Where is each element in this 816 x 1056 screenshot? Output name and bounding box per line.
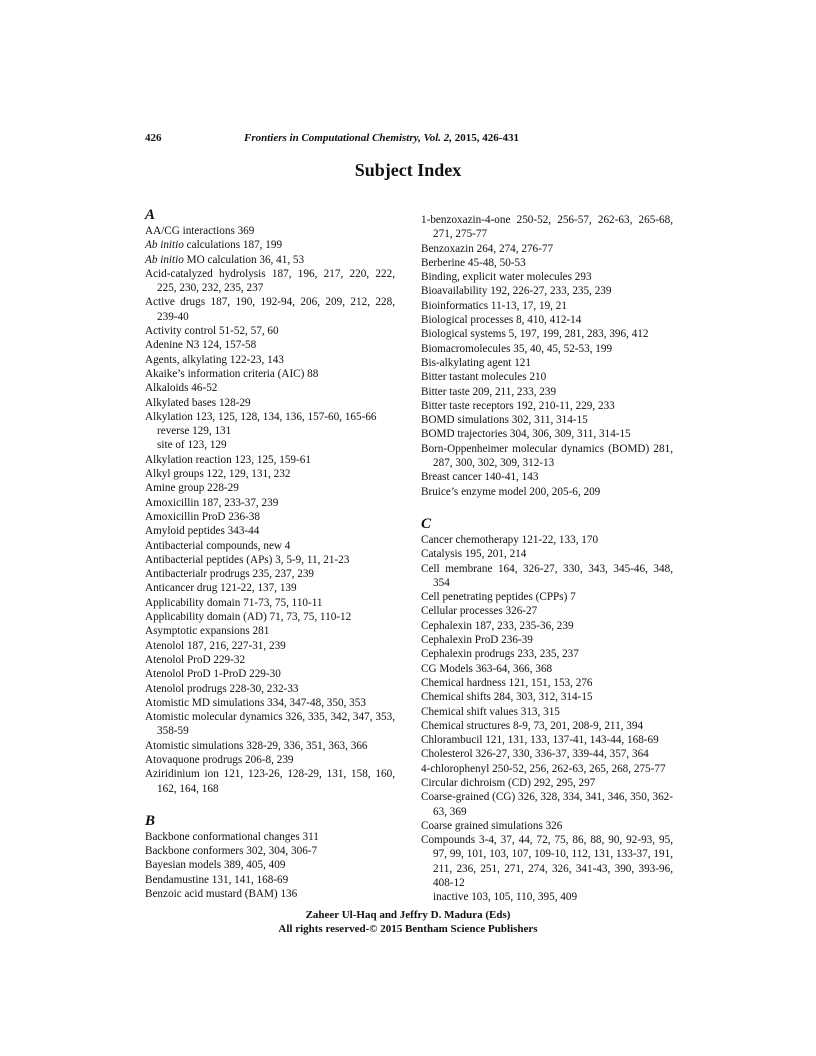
- entry-text: Born-Oppenheimer molecular dynamics (BOMD) 281, 287, 300, 302, 309, 312-13: [421, 442, 673, 470]
- index-column-right: [421, 213, 673, 905]
- entry-text: Catalysis 195, 201, 214: [421, 548, 527, 561]
- entry-text: Amyloid peptides 343-44: [145, 525, 260, 538]
- entry-text: Bioavailability 192, 226-27, 233, 235, 239: [421, 285, 612, 298]
- entry-text: Atenolol ProD 1-ProD 229-30: [145, 668, 281, 681]
- entry-text: Alkylation 123, 125, 128, 134, 136, 157-60, 165-66: [145, 410, 377, 423]
- entry-text: Atovaquone prodrugs 206-8, 239: [145, 753, 294, 766]
- index-entry: [421, 485, 673, 499]
- entry-text: Benzoic acid mustard (BAM) 136: [145, 888, 298, 901]
- index-entry: [145, 539, 395, 553]
- entry-text: Compounds 3-4, 37, 44, 72, 75, 86, 88, 90, 92-93, 95, 97, 99, 101, 103, 107, 109-10, 112, 131, 133-37, 191, 211, 236, 251, 271, 274, 326, 341-43, 390, 393-96, 408-12: [421, 834, 673, 890]
- index-entry: [421, 819, 673, 833]
- entry-italic-term: Ab initio: [145, 239, 184, 252]
- index-entry: [145, 381, 395, 395]
- entry-text: BOMD trajectories 304, 306, 309, 311, 314-15: [421, 428, 631, 441]
- index-entry: [421, 604, 673, 618]
- entry-text: Chemical structures 8-9, 73, 201, 208-9, 211, 394: [421, 719, 644, 732]
- index-entry: [421, 705, 673, 719]
- entry-text: Biological systems 5, 197, 199, 281, 283, 396, 412: [421, 328, 649, 341]
- index-entry: [421, 413, 673, 427]
- entry-text: Bendamustine 131, 141, 168-69: [145, 873, 289, 886]
- entry-text: calculations 187, 199: [183, 239, 283, 252]
- index-entry: [421, 662, 673, 676]
- entry-text: Atenolol prodrugs 228-30, 232-33: [145, 682, 299, 695]
- index-entry: [145, 253, 395, 267]
- index-entry: [421, 776, 673, 790]
- index-entry: [145, 353, 395, 367]
- index-entry: [421, 213, 673, 242]
- entry-text: Coarse-grained (CG) 326, 328, 334, 341, 346, 350, 362-63, 369: [421, 791, 673, 818]
- index-entry: [421, 399, 673, 413]
- index-subentry: [145, 424, 395, 438]
- entry-text: Backbone conformational changes 311: [145, 830, 319, 843]
- entry-text: Bruice’s enzyme model 200, 205-6, 209: [421, 485, 601, 498]
- index-entry: [421, 719, 673, 733]
- index-entry: [145, 596, 395, 610]
- entry-text: inactive 103, 105, 110, 395, 409: [433, 891, 578, 904]
- journal-title: Frontiers in Computational Chemistry, Vol. 2,: [244, 132, 453, 144]
- footer-copyright: All rights reserved-© 2015 Bentham Science Publishers: [278, 923, 538, 935]
- entry-text: Cephalexin ProD 236-39: [421, 634, 533, 647]
- entry-text: Biomacromolecules 35, 40, 45, 52-53, 199: [421, 342, 613, 355]
- entry-text: Applicability domain 71-73, 75, 110-11: [145, 596, 323, 609]
- index-entry: [145, 710, 395, 739]
- index-entry: [421, 619, 673, 633]
- entry-text: Asymptotic expansions 281: [145, 625, 270, 638]
- index-entry: [145, 753, 395, 767]
- index-entry: [145, 610, 395, 624]
- entry-text: Antibacterial compounds, new 4: [145, 539, 291, 552]
- index-entry: [145, 887, 395, 901]
- index-entry: [145, 481, 395, 495]
- entry-text: Alkylation reaction 123, 125, 159-61: [145, 453, 311, 466]
- index-entry: [145, 844, 395, 858]
- entry-text: Bitter tastant molecules 210: [421, 371, 547, 384]
- index-subentry: [421, 890, 673, 904]
- index-entry: [145, 396, 395, 410]
- entry-text: Amoxicillin 187, 233-37, 239: [145, 496, 279, 509]
- entry-italic-term: Ab initio: [145, 253, 184, 266]
- index-entry: [421, 442, 673, 471]
- entry-text: Cell penetrating peptides (CPPs) 7: [421, 591, 576, 604]
- entry-text: Binding, explicit water molecules 293: [421, 271, 592, 284]
- index-entry: [421, 356, 673, 370]
- entry-text: Cholesterol 326-27, 330, 336-37, 339-44, 357, 364: [421, 748, 649, 761]
- index-entry: [421, 676, 673, 690]
- footer-editors: Zaheer Ul-Haq and Jeffry D. Madura (Eds): [305, 909, 511, 921]
- entry-text: Atomistic MD simulations 334, 347-48, 350, 353: [145, 696, 366, 709]
- index-entry: [421, 370, 673, 384]
- entry-text: Atenolol 187, 216, 227-31, 239: [145, 639, 286, 652]
- page-number: 426: [145, 132, 162, 144]
- entry-text: Anticancer drug 121-22, 137, 139: [145, 582, 297, 595]
- section-letter: A: [145, 207, 156, 223]
- index-entry: [145, 524, 395, 538]
- entry-text: Biological processes 8, 410, 412-14: [421, 314, 582, 327]
- entry-text: site of 123, 129: [157, 439, 227, 452]
- index-entry: [421, 427, 673, 441]
- index-entry: [145, 653, 395, 667]
- entry-text: Aziridinium ion 121, 123-26, 128-29, 131, 158, 160, 162, 164, 168: [145, 768, 395, 795]
- index-entry: [421, 547, 673, 561]
- entry-text: Antibacterial peptides (APs) 3, 5-9, 11, 21-23: [145, 553, 350, 566]
- index-entry: [145, 696, 395, 710]
- index-entry: [145, 367, 395, 381]
- page-title: Subject Index: [354, 160, 462, 180]
- index-entry: [421, 342, 673, 356]
- index-entry: [145, 238, 395, 252]
- index-entry: [421, 647, 673, 661]
- index-entry: [145, 467, 395, 481]
- entry-text: Cephalexin prodrugs 233, 235, 237: [421, 648, 579, 661]
- index-subentry: [145, 438, 395, 452]
- index-entry: [145, 567, 395, 581]
- entry-text: Coarse grained simulations 326: [421, 819, 563, 832]
- entry-text: Alkyl groups 122, 129, 131, 232: [145, 468, 291, 481]
- entry-text: Agents, alkylating 122-23, 143: [145, 353, 284, 366]
- entry-text: Acid-catalyzed hydrolysis 187, 196, 217, 220, 222, 225, 230, 232, 235, 237: [145, 267, 395, 295]
- index-entry: [145, 682, 395, 696]
- index-entry: [145, 830, 395, 844]
- entry-text: Activity control 51-52, 57, 60: [145, 325, 279, 338]
- index-entry: [421, 313, 673, 327]
- index-entry: [145, 873, 395, 887]
- entry-text: Chlorambucil 121, 131, 133, 137-41, 143-44, 168-69: [421, 734, 659, 747]
- index-entry: [145, 581, 395, 595]
- entry-text: Akaike’s information criteria (AIC) 88: [145, 367, 319, 380]
- index-entry: [421, 327, 673, 341]
- entry-text: Cancer chemotherapy 121-22, 133, 170: [421, 533, 599, 546]
- index-entry: [421, 733, 673, 747]
- entry-text: Bitter taste 209, 211, 233, 239: [421, 385, 557, 398]
- entry-text: Amoxicillin ProD 236-38: [145, 510, 260, 523]
- journal-citation: [244, 132, 519, 144]
- index-entry: [421, 470, 673, 484]
- index-entry: [421, 790, 673, 819]
- index-entry: [145, 267, 395, 296]
- entry-text: CG Models 363-64, 366, 368: [421, 662, 553, 675]
- index-entry: [145, 639, 395, 653]
- index-entry: [421, 690, 673, 704]
- entry-text: Atomistic molecular dynamics 326, 335, 342, 347, 353, 358-59: [145, 711, 395, 738]
- index-entry: [421, 633, 673, 647]
- entry-text: Bioinformatics 11-13, 17, 19, 21: [421, 299, 567, 312]
- entry-text: Cellular processes 326-27: [421, 605, 538, 618]
- index-entry: [421, 533, 673, 547]
- entry-text: Bayesian models 389, 405, 409: [145, 859, 286, 872]
- entry-text: Atomistic simulations 328-29, 336, 351, 363, 366: [145, 739, 368, 752]
- entry-text: Bis-alkylating agent 121: [421, 356, 531, 369]
- entry-text: Applicability domain (AD) 71, 73, 75, 110-12: [145, 611, 352, 624]
- index-entry: [145, 410, 395, 424]
- index-entry: [421, 747, 673, 761]
- index-entry: [145, 767, 395, 796]
- entry-text: Chemical shift values 313, 315: [421, 705, 560, 718]
- entry-text: Active drugs 187, 190, 192-94, 206, 209, 212, 228, 239-40: [145, 296, 395, 323]
- index-entry: [145, 858, 395, 872]
- section-letter: B: [145, 812, 156, 829]
- index-entry: [421, 562, 673, 591]
- page-footer: [0, 908, 816, 936]
- entry-text: Backbone conformers 302, 304, 306-7: [145, 845, 318, 858]
- index-entry: [421, 833, 673, 890]
- index-entry: [421, 270, 673, 284]
- index-entry: [421, 299, 673, 313]
- entry-text: 4-chlorophenyl 250-52, 256, 262-63, 265, 268, 275-77: [421, 762, 666, 775]
- entry-text: Cell membrane 164, 326-27, 330, 343, 345-46, 348, 354: [421, 562, 673, 589]
- entry-text: Adenine N3 124, 157-58: [145, 339, 257, 352]
- index-entry: [145, 510, 395, 524]
- entry-text: Alkylated bases 128-29: [145, 396, 251, 409]
- index-entry: [145, 295, 395, 324]
- index-entry: [145, 739, 395, 753]
- index-entry: [145, 667, 395, 681]
- entry-text: Circular dichroism (CD) 292, 295, 297: [421, 776, 596, 789]
- section-letter: C: [421, 515, 432, 532]
- entry-text: 1-benzoxazin-4-one 250-52, 256-57, 262-63, 265-68, 271, 275-77: [421, 214, 673, 241]
- entry-text: Atenolol ProD 229-32: [145, 653, 246, 666]
- index-entry: [145, 553, 395, 567]
- index-entry: [421, 284, 673, 298]
- index-entry: [421, 590, 673, 604]
- entry-text: reverse 129, 131: [157, 425, 232, 438]
- entry-text: Cephalexin 187, 233, 235-36, 239: [421, 619, 574, 632]
- entry-text: MO calculation 36, 41, 53: [183, 253, 305, 266]
- entry-text: Antibacterialr prodrugs 235, 237, 239: [145, 568, 315, 581]
- index-entry: [421, 242, 673, 256]
- index-entry: [421, 385, 673, 399]
- entry-text: Amine group 228-29: [145, 482, 239, 495]
- entry-text: Benzoxazin 264, 274, 276-77: [421, 242, 554, 255]
- entry-text: Berberine 45-48, 50-53: [421, 256, 526, 269]
- index-entry: [145, 624, 395, 638]
- entry-text: Bitter taste receptors 192, 210-11, 229, 233: [421, 399, 615, 412]
- index-entry: [145, 324, 395, 338]
- entry-text: Chemical hardness 121, 151, 153, 276: [421, 676, 593, 689]
- entry-text: Alkaloids 46-52: [145, 382, 218, 395]
- index-entry: [145, 338, 395, 352]
- index-entry: [421, 762, 673, 776]
- entry-text: AA/CG interactions 369: [145, 225, 255, 237]
- journal-year-pages: 2015, 426-431: [452, 132, 519, 144]
- entry-text: Breast cancer 140-41, 143: [421, 471, 539, 484]
- index-entry: [145, 224, 395, 238]
- entry-text: Chemical shifts 284, 303, 312, 314-15: [421, 691, 593, 704]
- index-entry: [421, 256, 673, 270]
- entry-text: BOMD simulations 302, 311, 314-15: [421, 414, 588, 427]
- index-entry: [145, 453, 395, 467]
- index-column-left: [145, 206, 395, 901]
- index-entry: [145, 496, 395, 510]
